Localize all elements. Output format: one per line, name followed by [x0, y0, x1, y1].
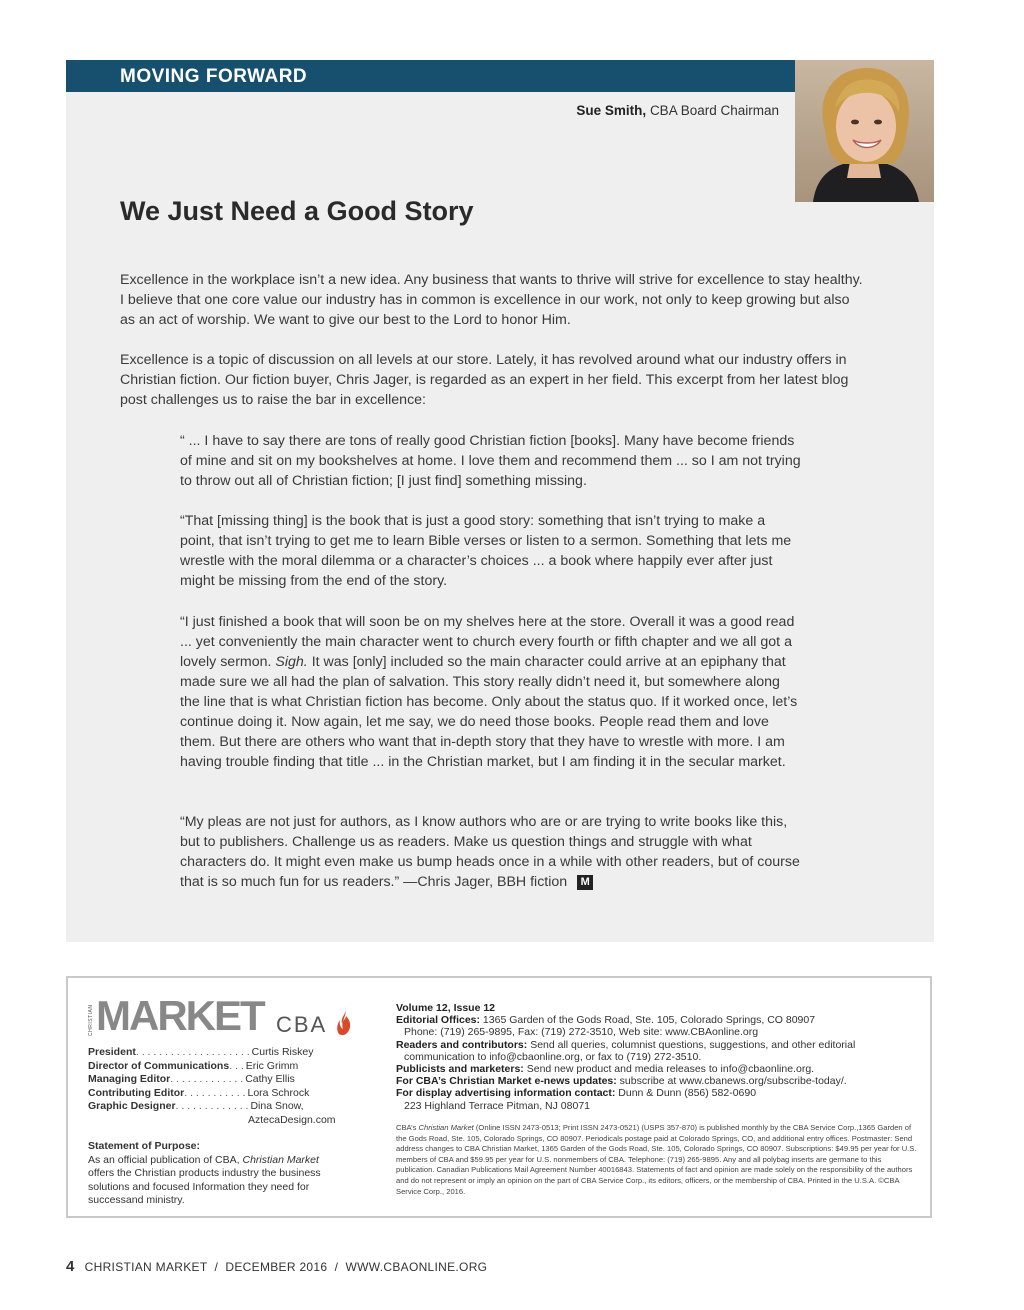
- purpose-text-2: offers the Christian products industry the business solutions and focused Information they need for successand ministry.: [88, 1167, 321, 1206]
- staff-row: [88, 1046, 343, 1060]
- section-label: MOVING FORWARD: [120, 66, 308, 87]
- article-paragraph-1: Excellence in the workplace isn’t a new idea. Any business that wants to thrive will strive for excellence to stay healthy. I believe that one core value our industry has in common is excellence in our work, not only to keep growing but also as an act of worship. We want to give our best to the Lord to honor Him.: [120, 272, 863, 328]
- staff-row: [88, 1087, 343, 1101]
- staff-dots: . . . . . . . . . . . . .: [170, 1073, 244, 1085]
- masthead-box: [66, 976, 932, 1218]
- article-paragraph-2: Excellence is a topic of discussion on all levels at our store. Lately, it has revolved around what our industry offers in Christian fiction. Our fiction buyer, Chris Jager, is regarded as an expert in her field. This excerpt from her latest blog post challenges us to raise the bar in excellence:: [120, 352, 849, 408]
- blog-quote-3-italic: Sigh.: [275, 654, 308, 670]
- staff-name-extra: AztecaDesign.com: [248, 1113, 336, 1126]
- blog-quote-4-text: “My pleas are not just for authors, as I know authors who are or are trying to write books like this, but to publishers. Challenge us as readers. Make us question things and struggle with what characters do. It might even make us bump heads once in a while with other readers, but of course that is so much fun for us readers.” —Chris Jager, BBH fiction: [180, 814, 800, 890]
- ads-text: Dunn & Dunn (856) 582-0690: [615, 1087, 757, 1100]
- volume-issue: Volume 12, Issue 12: [396, 1002, 496, 1014]
- enews-label: For CBA’s Christian Market e-news updates:: [396, 1075, 617, 1088]
- section-header-bar: [66, 60, 795, 92]
- purpose-heading: Statement of Purpose:: [88, 1140, 201, 1152]
- staff-row: [88, 1100, 343, 1114]
- staff-name: Cathy Ellis: [245, 1073, 295, 1085]
- staff-role: Graphic Designer: [88, 1100, 176, 1112]
- blog-quote-3: [180, 612, 802, 772]
- staff-name: Lora Schrock: [247, 1086, 310, 1099]
- editorial-text: 1365 Garden of the Gods Road, Ste. 105, Colorado Springs, CO 80907: [480, 1014, 816, 1027]
- logo-christian-text: CHRISTIAN: [88, 1004, 94, 1036]
- legal-text-1: CBA’s: [396, 1123, 419, 1132]
- enews-text: subscribe at www.cbanews.org/subscribe-today/.: [616, 1075, 847, 1088]
- blog-quote-3-part-2: It was [only] included so the main character could arrive at an epiphany that made sure we all had the plan of salvation. This story really didn’t need it, but somewhere along the line that is what Christian fiction has become. Only about the status quo. If it worked once, let’s continue doing it. Now again, let me say, we do need those books. People read them and love them. But there are others who want that in-depth story that they have to wrestle with more. I am having trouble finding that title ... in the Christian market, but I am finding it in the secular market.: [180, 654, 798, 770]
- staff-role: Director of Communications: [88, 1059, 230, 1072]
- staff-row: [88, 1114, 343, 1128]
- logo-cba-text: CBA: [276, 1012, 328, 1037]
- phone-line: Phone: (719) 265-9895, Fax: (719) 272-3510, Web site: www.CBAonline.org: [404, 1026, 759, 1039]
- ads-label: For display advertising information contact:: [396, 1087, 616, 1100]
- footer-text: CHRISTIAN MARKET / DECEMBER 2016 / WWW.CBAONLINE.ORG: [84, 1260, 488, 1274]
- blog-quote-2: “That [missing thing] is the book that is just a good story: something that isn’t trying to make a point, that isn’t trying to get me to learn Bible verses or listen to a sermon. Something that lets me wrestle with the moral dilemma or a character’s choices ... a book where happily ever after just might be missing from the end of the story.: [180, 513, 792, 589]
- legal-notice: [396, 1123, 921, 1197]
- portrait-photo: [795, 60, 934, 202]
- page-footer: [66, 1258, 487, 1275]
- page-number: 4: [66, 1258, 75, 1275]
- readers-label: Readers and contributors:: [396, 1038, 528, 1051]
- christian-market-logo: [88, 992, 358, 1042]
- purpose-text-1: As an official publication of CBA,: [88, 1153, 243, 1166]
- publicists-label: Publicists and marketers:: [396, 1063, 524, 1076]
- logo-market-text: MARKET: [96, 992, 264, 1039]
- byline: [576, 103, 779, 118]
- byline-name: Sue Smith,: [576, 103, 647, 118]
- portrait-illustration: [795, 60, 934, 202]
- blog-quote-1: “ ... I have to say there are tons of really good Christian fiction [books]. Many have become friends of mine and sit on my bookshelves at home. I love them and recommend them ... so I am not trying to throw out all of Christian fiction; [I just find] something missing.: [180, 433, 801, 489]
- article-title: We Just Need a Good Story: [120, 196, 474, 226]
- staff-row: [88, 1073, 343, 1087]
- readers-line-2: communication to info@cbaonline.org, or fax to (719) 272-3510.: [404, 1050, 702, 1063]
- editorial-label: Editorial Offices:: [396, 1014, 481, 1027]
- byline-role: CBA Board Chairman: [649, 103, 779, 118]
- staff-name: Dina Snow,: [250, 1100, 304, 1112]
- staff-row: [88, 1060, 343, 1074]
- staff-dots: . . . . . . . . . . . . .: [175, 1100, 249, 1112]
- readers-text: Send all queries, columnist questions, suggestions, and other editorial: [527, 1038, 856, 1051]
- market-logo-icon: M: [577, 875, 593, 890]
- legal-text-italic: Christian Market: [418, 1123, 474, 1132]
- publicists-text: Send new product and media releases to info@cbaonline.org.: [523, 1063, 815, 1076]
- staff-role: Contributing Editor: [88, 1086, 185, 1099]
- staff-name: Eric Grimm: [245, 1059, 299, 1072]
- purpose-text-italic: Christian Market: [242, 1153, 319, 1166]
- legal-text-2: (Online ISSN 2473-0513; Print ISSN 2473-0521) (USPS 357-870) is published monthly by the CBA Service Corp.,1365 Garden of the Gods Road, Ste. 105, Colorado Springs, CO 80907. Periodicals postage paid at Colorado Springs, CO, and additional entry offices. Postmaster: Send address changes to CBA Christian Market, 1365 Garden of the Gods Road, Ste. 105, Colorado Springs, CO 80907. Subscriptions: $49.95 per year for U.S. members of CBA and $59.95 per year for U.S. nonmembers of CBA. Telephone: (719) 265-9895. Any and all polybag inserts are germane to this publication. Canadian Publications Mail Agreement Number 40016843. Statements of fact and opinion are made solely on the responsibility of the authors and do not represent or imply an opinion on the part of CBA Service Corp., its editors, officers, or the membership of CBA. Printed in the U.S.A. ©CBA Service Corp., 2016.: [396, 1123, 917, 1196]
- staff-dots: . . . . . . . . . . .: [184, 1086, 246, 1099]
- ads-line-2: 223 Highland Terrace Pitman, NJ 08071: [404, 1099, 591, 1112]
- staff-role: President: [88, 1046, 136, 1058]
- staff-name: Curtis Riskey: [251, 1046, 314, 1058]
- staff-role: Managing Editor: [88, 1073, 171, 1085]
- publication-info: [396, 1002, 916, 1112]
- staff-list: [88, 1046, 343, 1127]
- staff-dots: . . . . . . . . . . . . . . . . . . . .: [135, 1046, 250, 1058]
- flame-icon: [336, 1006, 352, 1036]
- staff-dots: . . .: [229, 1059, 244, 1072]
- blog-quote-3-part-1: “I just finished a book that will soon be on my shelves here at the store. Overall it was a good read ... yet conveniently the main character went to church every fourth or fifth chapter and we all got a lovely sermon.: [180, 614, 795, 670]
- staff-spacer: [88, 1114, 246, 1128]
- statement-of-purpose: [88, 1140, 333, 1208]
- blog-quote-4: [180, 812, 802, 892]
